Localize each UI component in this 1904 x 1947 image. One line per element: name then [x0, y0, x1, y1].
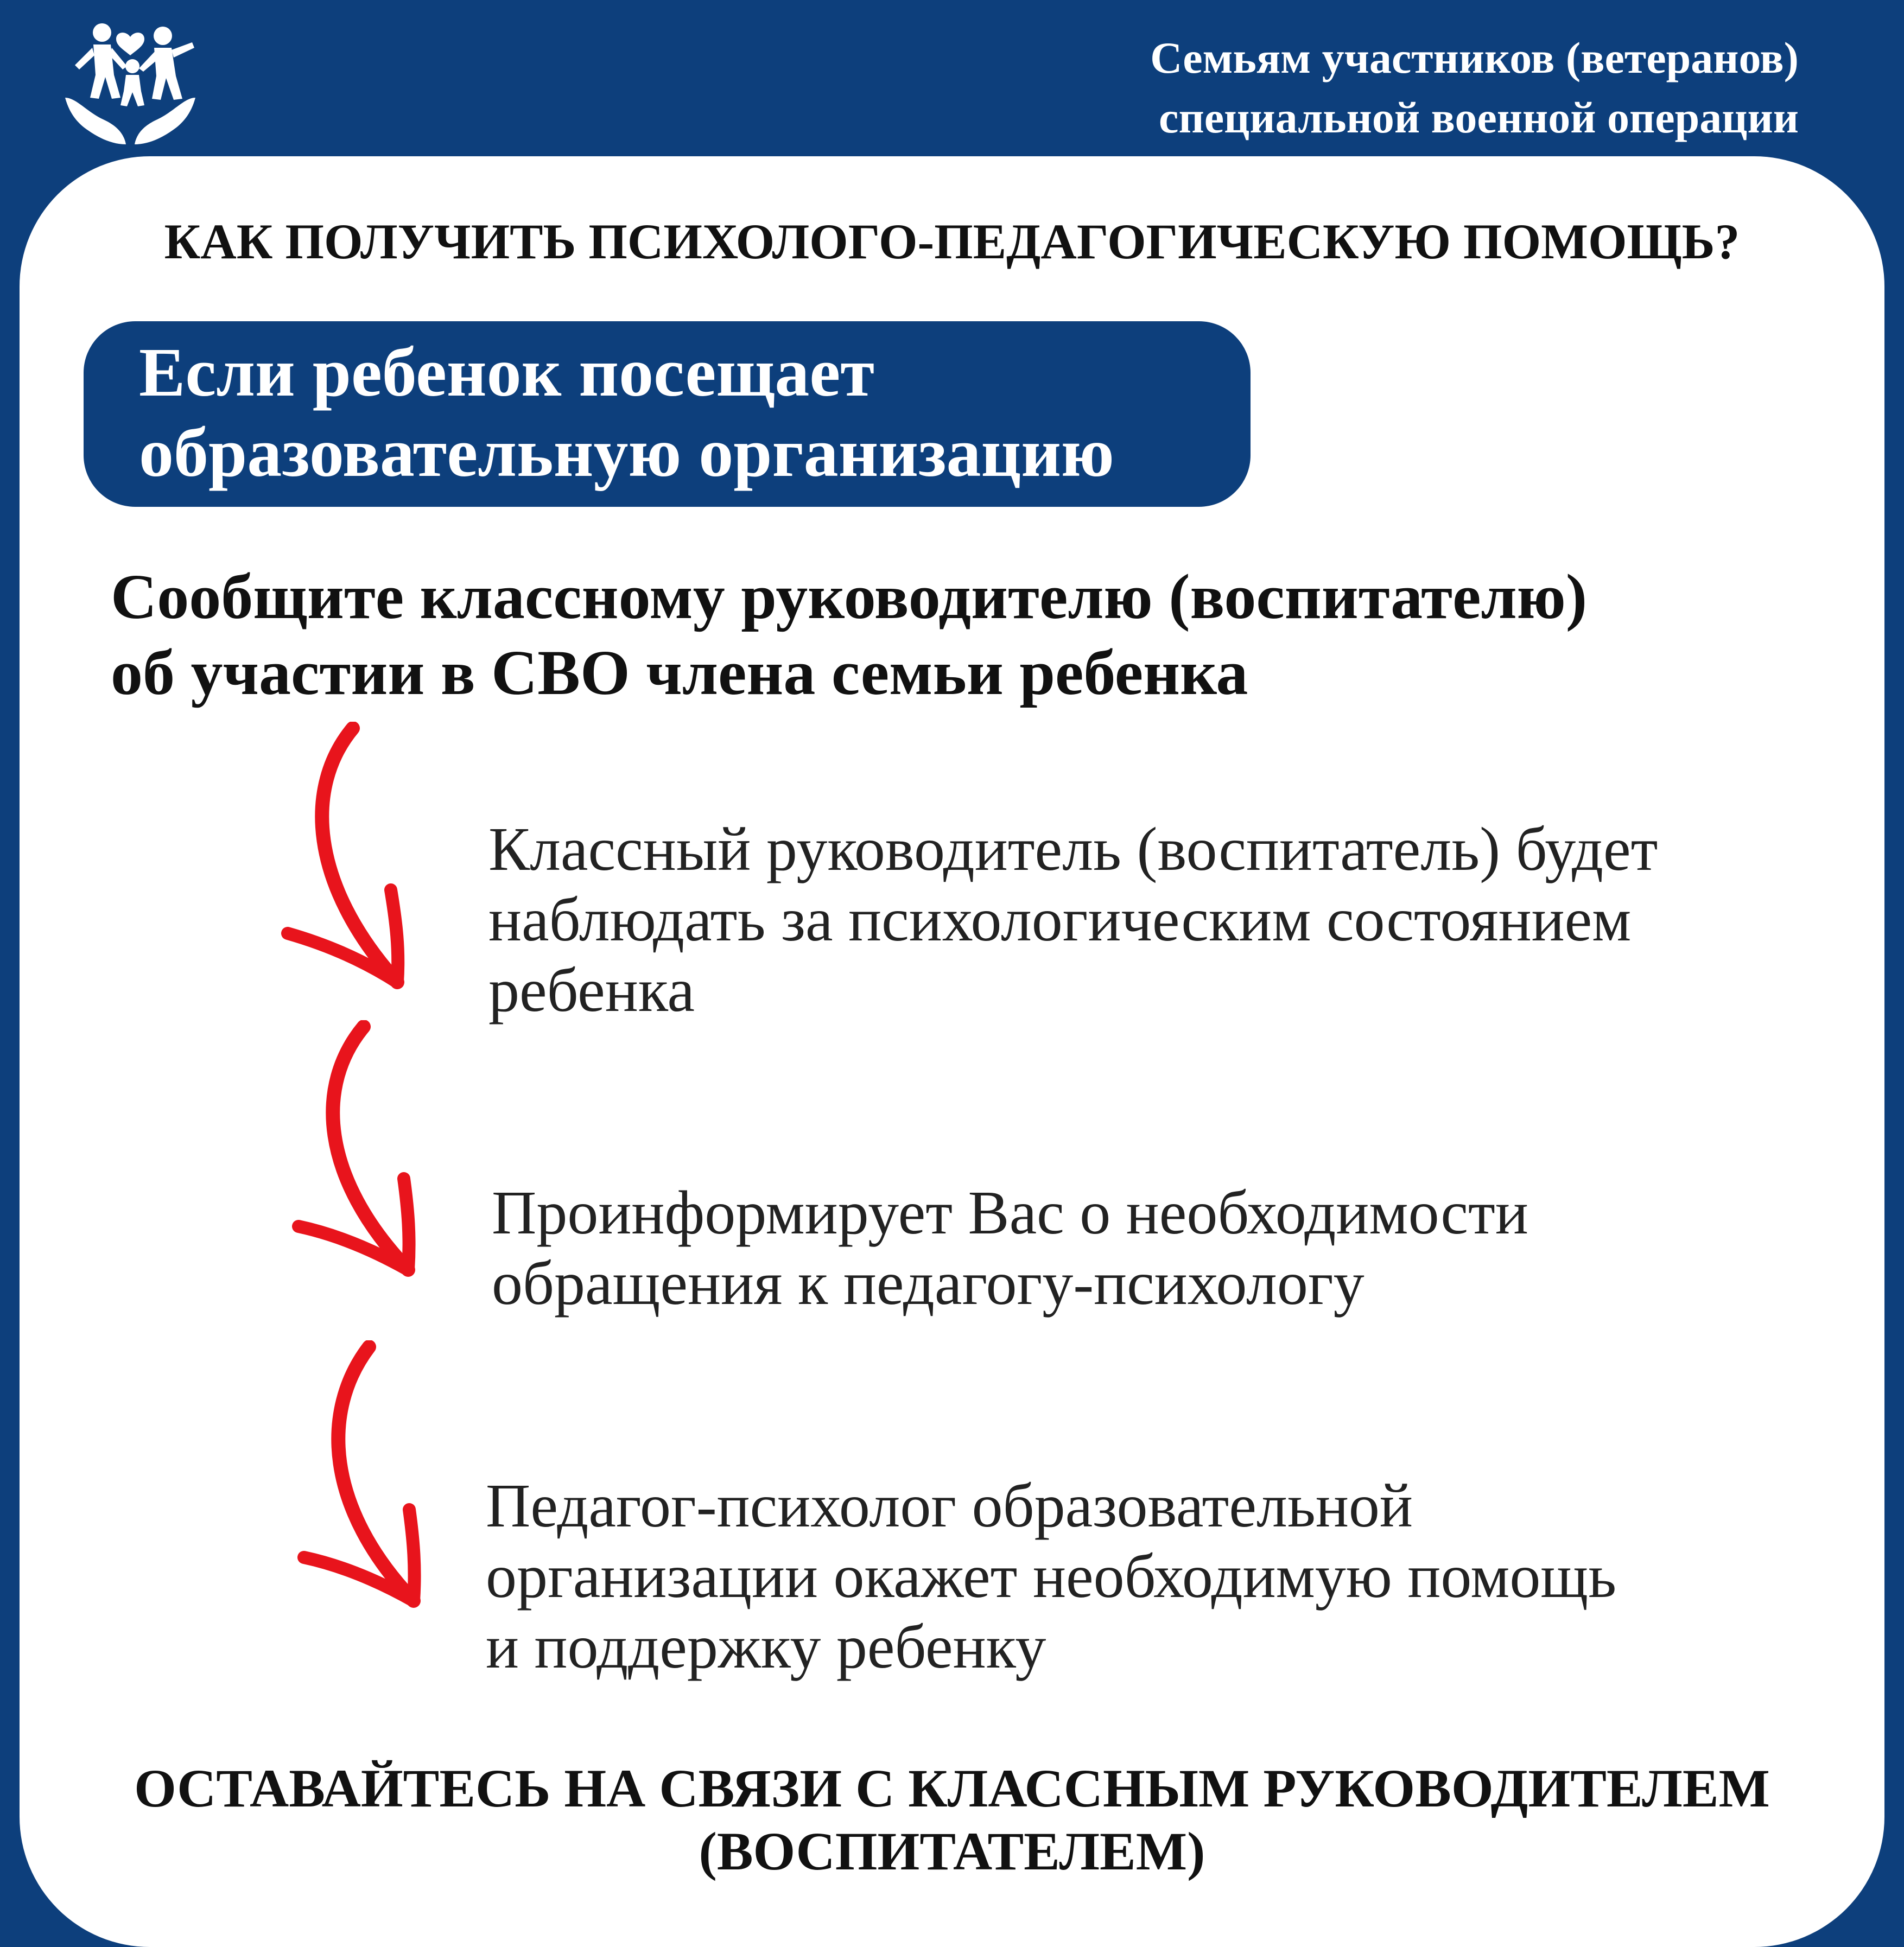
header-title: [1150, 28, 1799, 148]
instruction-line1: Сообщите классному руководителю (воспитателю): [111, 561, 1588, 632]
step-3-line2: организации окажет необходимую помощь: [486, 1542, 1617, 1611]
red-arrow-icon: [288, 1340, 429, 1622]
condition-line1: Если ребенок посещает: [139, 334, 875, 411]
step-3-line1: Педагог-психолог образовательной: [486, 1471, 1413, 1540]
red-arrow-icon: [282, 1020, 423, 1291]
step-1-line2: наблюдать за психологическим состоянием: [488, 885, 1632, 954]
step-2-line2: обращения к педагогу-психологу: [492, 1249, 1364, 1318]
instruction-text: [111, 559, 1587, 711]
family-hands-logo-icon: [60, 16, 201, 152]
step-3-text: [486, 1471, 1616, 1682]
main-question: КАК ПОЛУЧИТЬ ПСИХОЛОГО-ПЕДАГОГИЧЕСКУЮ ПОМОЩЬ?: [164, 214, 1740, 269]
step-1-line3: ребенка: [488, 956, 695, 1025]
step-1-text: [488, 814, 1658, 1026]
step-2-line1: Проинформирует Вас о необходимости: [492, 1178, 1528, 1247]
footer-line1: ОСТАВАЙТЕСЬ НА СВЯЗИ С КЛАССНЫМ РУКОВОДИТЕЛЕМ: [134, 1758, 1770, 1818]
condition-banner-text: [139, 332, 1114, 493]
red-arrow-icon: [271, 722, 412, 1004]
step-2-text: [492, 1178, 1528, 1319]
condition-line2: образовательную организацию: [139, 414, 1114, 491]
footer-reminder: [0, 1757, 1904, 1883]
step-3-line3: и поддержку ребенку: [486, 1612, 1046, 1681]
footer-line2: (ВОСПИТАТЕЛЕМ): [699, 1821, 1205, 1881]
step-1-line1: Классный руководитель (воспитатель) будет: [488, 815, 1658, 883]
header-title-line1: Семьям участников (ветеранов): [1150, 33, 1799, 82]
instruction-line2: об участии в СВО члена семьи ребенка: [111, 637, 1248, 708]
header-title-line2: специальной военной операции: [1159, 93, 1799, 142]
